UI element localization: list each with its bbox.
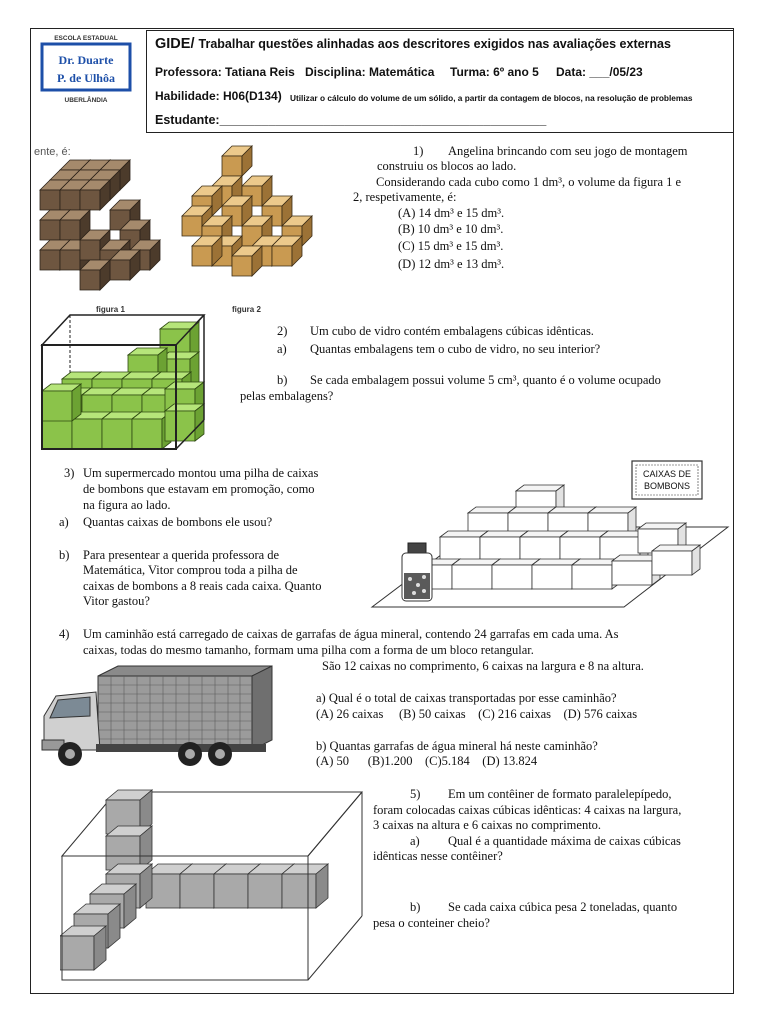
skill-text: Utilizar o cálculo do volume de um sólido, a partir da contagem de blocos, na resolução de problemas [290, 93, 693, 103]
sign-line1: CAIXAS DE [642, 469, 692, 479]
q5-a-text2: idênticas nesse contêiner? [373, 849, 503, 863]
q4-truck [40, 664, 276, 770]
figure-1-label: figura 1 [96, 305, 125, 314]
q4-line3: São 12 caixas no comprimento, 6 caixas na largura e 8 na altura. [322, 659, 644, 673]
q4-a-text: a) Qual é o total de caixas transportadas por esse caminhão? [316, 691, 617, 705]
title-text: Trabalhar questões alinhadas aos descritores exigidos nas avaliações externas [198, 37, 671, 51]
student-field: Estudante:_______________________________________________ [155, 113, 547, 127]
svg-text:ESCOLA ESTADUAL: ESCOLA ESTADUAL [54, 35, 118, 42]
q1-option-d: (D) 12 dm³ e 13 dm³. [398, 257, 505, 271]
figure-2-label: figura 2 [232, 305, 261, 314]
q3-line3: na figura ao lado. [83, 498, 171, 512]
teacher-field: Professora: Tatiana Reis [155, 65, 295, 79]
q2-b-text2: pelas embalagens? [240, 389, 334, 403]
q1-line1: Angelina brincando com seu jogo de montagem [448, 144, 688, 158]
q3-candy-boxes [368, 455, 730, 611]
q3-a-text: Quantas caixas de bombons ele usou? [83, 515, 273, 529]
svg-text:UBERLÂNDIA: UBERLÂNDIA [64, 97, 108, 104]
skill-label: Habilidade: H06(D134) [155, 89, 282, 103]
q2-b-label: b) [277, 373, 288, 387]
q5-b-text2: pesa o conteiner cheio? [373, 916, 490, 930]
date-field: Data: ___/05/23 [556, 65, 643, 79]
q5-b-label: b) [410, 900, 421, 914]
sign-line2: BOMBONS [643, 481, 691, 491]
svg-text:Dr. Duarte: Dr. Duarte [58, 53, 114, 67]
class-field: Turma: 6º ano 5 [450, 65, 539, 79]
q5-container [60, 786, 366, 982]
q4-b-options: (A) 50 (B)1.200 (C)5.184 (D) 13.824 [316, 754, 538, 768]
q3-b-label: b) [59, 548, 70, 562]
q4-a-options: (A) 26 caixas (B) 50 caixas (C) 216 caixas (D) 576 caixas [316, 707, 638, 721]
q3-b-line4: Vitor gastou? [83, 594, 150, 608]
q5-line3: 3 caixas na altura e 6 caixas no comprimento. [373, 818, 602, 832]
q4-b-text: b) Quantas garrafas de água mineral há neste caminhão? [316, 739, 598, 753]
q2-b-text1: Se cada embalagem possui volume 5 cm³, quanto é o volume ocupado [310, 373, 661, 387]
q2-glass-cube [40, 312, 208, 454]
q2-number: 2) [277, 324, 288, 338]
q1-option-c: (C) 15 dm³ e 15 dm³. [398, 239, 504, 253]
q5-a-text1: Qual é a quantidade máxima de caixas cúbicas [448, 834, 681, 848]
subject-field: Disciplina: Matemática [305, 65, 435, 79]
header-title [155, 36, 671, 52]
q3-b-line1: Para presentear a querida professora de [83, 548, 280, 562]
q1-option-b: (B) 10 dm³ e 10 dm³. [398, 222, 504, 236]
q3-a-label: a) [59, 515, 69, 529]
q5-line1: Em um contêiner de formato paralelepípedo, [448, 787, 672, 801]
q3-b-line2: Matemática, Vitor comprou toda a pilha de [83, 563, 298, 577]
title-prefix: GIDE/ [155, 36, 195, 52]
q4-line1: Um caminhão está carregado de caixas de garrafas de água mineral, contendo 24 garrafas em cada uma. As [83, 627, 619, 641]
q4-line2: caixas, todas do mesmo tamanho, formam uma pilha com a forma de um bloco retangular. [83, 643, 534, 657]
q3-line1: Um supermercado montou uma pilha de caixas [83, 466, 319, 480]
q1-number: 1) [413, 144, 424, 158]
q1-line4: 2, respetivamente, é: [353, 190, 457, 204]
q5-line2: foram colocadas caixas cúbicas idênticas: 4 caixas na largura, [373, 803, 682, 817]
q5-b-text1: Se cada caixa cúbica pesa 2 toneladas, quanto [448, 900, 678, 914]
q2-a-text: Quantas embalagens tem o cubo de vidro, no seu interior? [310, 342, 601, 356]
stray-text: ente, é: [34, 146, 71, 158]
q3-number: 3) [64, 466, 75, 480]
q3-b-line3: caixas de bombons a 8 reais cada caixa. Quanto [83, 579, 322, 593]
q1-line2: construiu os blocos ao lado. [377, 159, 517, 173]
q5-a-label: a) [410, 834, 420, 848]
q2-a-label: a) [277, 342, 287, 356]
school-logo [38, 32, 134, 106]
q4-number: 4) [59, 627, 70, 641]
q2-line1: Um cubo de vidro contém embalagens cúbicas idênticas. [310, 324, 594, 338]
q3-line2: de bombons que estavam em promoção, como [83, 482, 315, 496]
q1-option-a: (A) 14 dm³ e 15 dm³. [398, 206, 505, 220]
q1-figures [34, 140, 334, 315]
q1-line3: Considerando cada cubo como 1 dm³, o volume da figura 1 e [376, 175, 682, 189]
q5-number: 5) [410, 787, 421, 801]
svg-text:P. de Ulhôa: P. de Ulhôa [57, 71, 115, 85]
